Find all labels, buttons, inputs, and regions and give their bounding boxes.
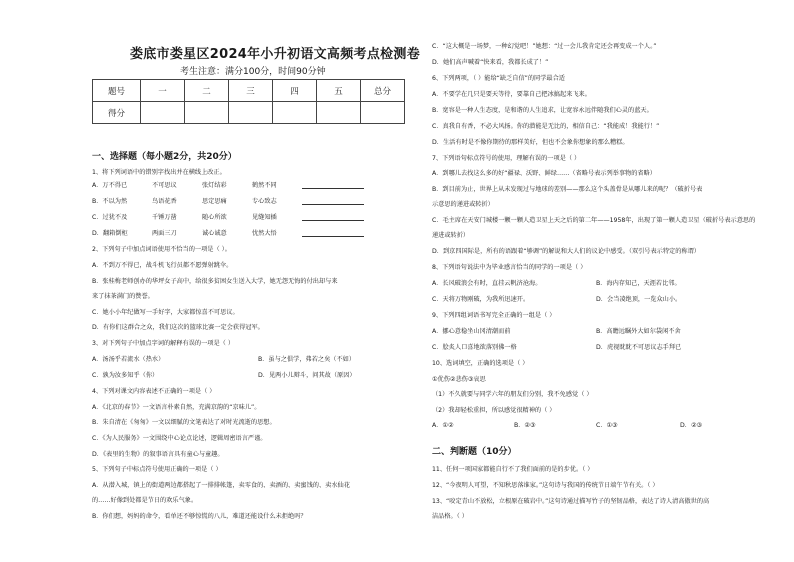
q5-option-b: B．你们想，妈妈的命令，看单还不够惊慌的八儿，难道还能设什么未拒绝吗？ <box>92 513 307 520</box>
q7-option-c: C．毛主席在天安门城楼一颗一颗人造卫星上天之后的第二年——1958年，出现了第一颗人造卫星（破折号表示意思的 <box>432 217 756 224</box>
q1-option: 千锤万凿 <box>152 214 177 221</box>
score-cell: 题号 <box>93 80 141 102</box>
q1-row-b <box>92 198 422 206</box>
exam-notice: 考生注意：满分100分，时间90分钟 <box>180 67 326 77</box>
q1-option: 鸟语花香 <box>152 198 177 205</box>
score-cell: 四 <box>273 80 317 102</box>
question-7: 7、下列语句标点符号的使用，理解有误的一项是（ ） <box>432 155 581 162</box>
question-5: 5、下列句子中标点符号使用正确的一项是（ ） <box>92 466 222 473</box>
question-2: 2、下列句子中加点词语使用不恰当的一项是（ ）。 <box>92 246 231 253</box>
q7-option-b-cont: 示意思的递进或转折） <box>432 201 494 208</box>
q2-option-c: C．她小小年纪做写一手好字，大家都惊喜不可思议。 <box>92 309 239 316</box>
question-13-cont: 洁品格。（ ） <box>432 513 468 520</box>
score-cell: 三 <box>229 80 273 102</box>
score-cell: 二 <box>185 80 229 102</box>
question-4: 4、下列对课文内容表述不正确的一项是（ ） <box>92 388 216 395</box>
q4-option-a: A．《北京的春节》一文语言朴素自然，充满京韵的“京味儿”。 <box>92 404 261 411</box>
q1-option: 思定思痛 <box>202 198 227 205</box>
question-9: 9、下列四组词语书写完全正确的一组是（ ） <box>432 312 556 319</box>
q9-option-c: C．脍炙人口喜地欲落别佛一格 <box>432 344 517 351</box>
q7-option-c-cont: 递进或转折） <box>432 232 470 239</box>
q4-option-c: C．《为人民服务》一文围绕中心论点论述，逻辑周密语言严谨。 <box>92 435 267 442</box>
q10-word-options: ①优伤②悲伤③哀思 <box>432 376 486 383</box>
q5-option-a: A．从潜入城，镇上的街道两边都搭起了一排排帐篷，卖零食的、卖酒的、卖蜜饯的、卖水仙花 <box>92 482 350 489</box>
q4-option-b: B．朱自清在《匆匆》一文以细腻的文笔表达了对时光流逝的思想。 <box>92 419 276 426</box>
question-3: 3、对下列句子中加点字词的解释有误的一项是（ ） <box>92 340 235 347</box>
q6-option-a: A．不要学在几只是要天等待，要靠自己把冰搞起来飞来。 <box>432 91 591 98</box>
q10-option-c: C．①③ <box>596 422 618 429</box>
q1-option: C．过犹不及 <box>92 214 128 221</box>
q9-option-a: A．挪心意稳坐山冈清潮而前 <box>432 328 511 335</box>
q4-option-d: D．《表里的生物》的叙事语言具有童心与童趣。 <box>92 451 224 458</box>
q5-option-d: D．她们高声喊着“快来看，我都长成了！” <box>432 59 549 66</box>
q1-option: 两面三刀 <box>152 230 177 237</box>
q8-option-a: A．长风破浪会有时，直挂云帆济沧海。 <box>432 280 542 287</box>
section-heading-choice: 一、选择题（每小题2分，共20分） <box>92 152 237 162</box>
q6-option-d: D．生活有时是不像你期待的那样美好，但也不会象你想象的那么糟糕。 <box>432 139 629 146</box>
question-11: 11、任何一项国家都能自行不了我们面前的是的步优。（ ） <box>432 466 594 473</box>
q1-option: 张灯结彩 <box>202 182 227 189</box>
q10-option-d: D．②③ <box>680 422 703 429</box>
score-table-score-row <box>93 102 405 124</box>
q3-option-c: C．孰为汝多知乎（你） <box>92 372 159 379</box>
q1-row-c <box>92 214 422 222</box>
q8-option-b: B．海内存知己，天涯若比邻。 <box>596 280 681 287</box>
q1-option: A．万不得已 <box>92 182 128 189</box>
q1-option: 鹤然不同 <box>252 182 277 189</box>
question-8: 8、下列语句说法中为毕业感言恰当的同学的一项是（ ） <box>432 264 587 271</box>
score-cell: 五 <box>317 80 361 102</box>
q3-option-d: D．见两小儿辩斗，问其故（原因） <box>258 372 356 379</box>
q5-option-a-cont: 的……好像到处都是节日的欢乐气象。 <box>92 497 198 504</box>
question-10: 10、选词填空，正确的选项是（ ） <box>432 360 529 367</box>
q1-row-a <box>92 182 422 190</box>
q10-sentence-1: （1）不久就要与同学六年的朋友们分别，我不免感觉（ ） <box>432 391 593 398</box>
q2-option-b-cont: 来了抹茶满门的赞誉。 <box>92 293 154 300</box>
q1-option: B．不以为然 <box>92 198 128 205</box>
q1-option: 诚心诚意 <box>202 230 227 237</box>
score-input-cell[interactable] <box>141 102 185 124</box>
question-13: 13、“咬定青山不放松，立根原在破岩中。”这句诗通过描写竹子的坚韧品格，表达了诗人清高傲世的高 <box>432 498 710 505</box>
q1-option: 见缝知插 <box>252 214 277 221</box>
score-input-cell[interactable] <box>229 102 273 124</box>
q1-option: D．翻箱倒柜 <box>92 230 128 237</box>
q2-option-a: A．不到万不得已，战斗机飞行员都不愿弹射跳伞。 <box>92 262 233 269</box>
q3-option-a: A．汤汤乎若流水（热水） <box>92 356 165 363</box>
score-input-cell[interactable] <box>273 102 317 124</box>
q9-option-d: D．虎视眈眈不可思议志手拜已 <box>596 344 682 351</box>
q7-option-b: B．到目前为止，世界上从未发现过与地球的差别——那么这个头盖骨是从哪儿来的呢？（破折号表 <box>432 186 703 193</box>
score-table-header-row <box>93 80 405 102</box>
q7-option-a: A．到哪儿去找这么多的好“疆禄、沃野、鲜绿……（省略号表示列举事物的省略） <box>432 170 656 177</box>
score-input-cell[interactable] <box>361 102 405 124</box>
q6-option-b: B．宽容是一种人生态度，是和谐的人生追求，让宽容永远伴随我们心灵的蓝天。 <box>432 107 653 114</box>
score-cell: 总分 <box>361 80 405 102</box>
q1-option: 忧然大悟 <box>252 230 277 237</box>
q2-option-d: D．有你们这群合之众，我们这次的篮球比赛一定会获得冠军。 <box>92 324 264 331</box>
q8-option-d: D．会当凌绝顶，一览众山小。 <box>596 296 682 303</box>
q2-option-b: B．张桂梅老师创办的华坪女子高中，给很多贫困女生送入大学，她无怨无悔的付出却与来 <box>92 278 338 285</box>
q10-option-a: A．①② <box>432 422 454 429</box>
question-6: 6、下列两项，（ ）能给“缺乏自信”的同学最合适 <box>432 75 565 82</box>
q7-option-d: D．到京四国际是，所有的语跟着“够调”的解说和大人们的议论中感受。（双引号表示特定的称谓） <box>432 248 700 255</box>
q10-option-b: B．②③ <box>514 422 536 429</box>
q1-option: 随心所欲 <box>202 214 227 221</box>
q1-option: 专心致志 <box>252 198 277 205</box>
q6-option-c: C．真我自有香，不必大风扬。你的潜能是无比的，相信自己：“我能成！我能行！” <box>432 123 660 130</box>
q1-row-d <box>92 230 422 238</box>
page-title: 娄底市娄星区2024年小升初语文高频考点检测卷 <box>129 47 421 62</box>
q9-option-b: B．高瞻远瞩外大如尔袋闲不舍 <box>596 328 681 335</box>
section-heading-judgment: 二、判断题（10分） <box>432 447 517 457</box>
question-1: 1、将下列词语中的错别字找出并在横线上改正。 <box>92 169 226 176</box>
q10-sentence-2: （2）我却轻松重担，所以感觉很精神的（ ） <box>432 407 556 414</box>
q1-option: 不可思议 <box>152 182 177 189</box>
question-12: 12、“今夜明人可望，不知秋思落谁家。”这句诗与我国的传统节日端午节有关。（ ） <box>432 482 659 489</box>
score-table <box>92 79 405 124</box>
score-cell: 一 <box>141 80 185 102</box>
score-row-label: 得分 <box>93 102 141 124</box>
q3-option-b: B．虽与之俱学，弗若之矣（不如） <box>258 356 356 363</box>
q8-option-c: C．天将万物刚破，为我所迅速开。 <box>432 296 530 303</box>
q5-option-c: C．“这大概是一场梦，一种幻觉吧！”她想：“过一会儿我肯定还会再变成一个人。” <box>432 43 657 50</box>
score-input-cell[interactable] <box>185 102 229 124</box>
score-input-cell[interactable] <box>317 102 361 124</box>
